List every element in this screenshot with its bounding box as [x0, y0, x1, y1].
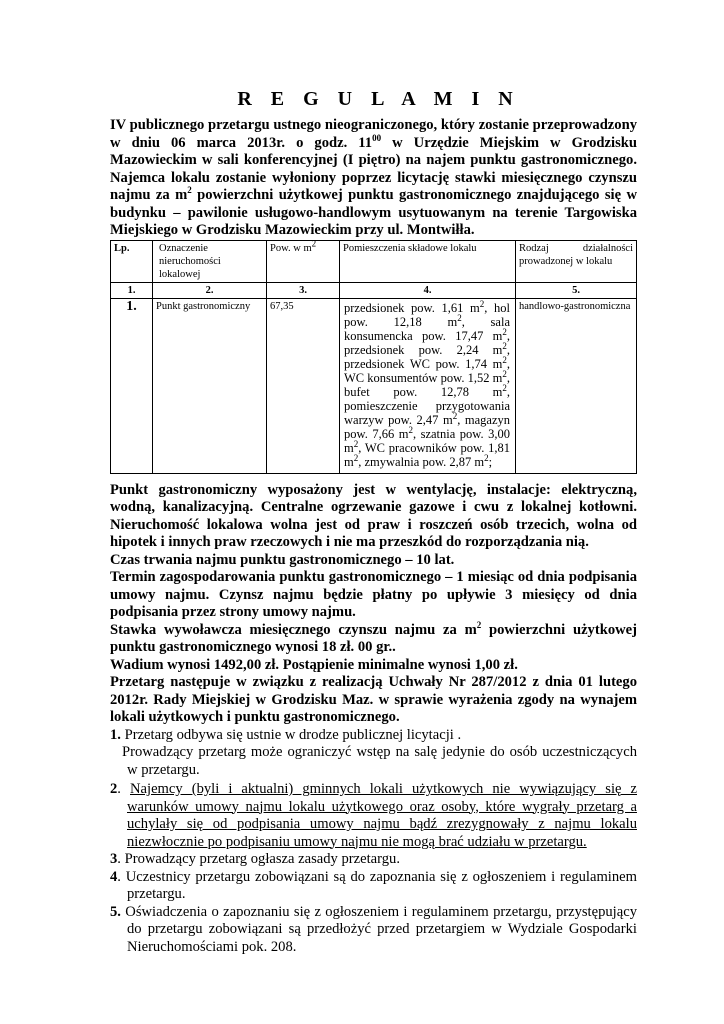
rooms-sup: 2: [502, 368, 507, 379]
rooms-sup: 2: [479, 298, 485, 309]
item-text: Oświadczenia o zapoznaniu się z ogłoszeniem i regulaminem przetargu, przystępujący do przetargu zobowiązani są przedłożyć przed przetargiem w Wydziale Gospodarki Nieruchomościami pok. 208.: [120, 903, 637, 955]
rooms-text: , szatnia pow. 3,00 m: [344, 426, 510, 455]
document-page: [110, 88, 637, 956]
list-item-3: [110, 851, 637, 869]
starting-rate-a: Stawka wywoławcza miesięcznego czynszu najmu za m: [110, 621, 477, 638]
row-name: Punkt gastronomiczny: [153, 298, 267, 473]
item-dot: .: [117, 781, 130, 797]
list-item-5: [110, 904, 637, 957]
intro-sup-a: 00: [372, 132, 382, 143]
rooms-sup: 2: [452, 410, 458, 421]
rooms-sup: 2: [502, 382, 507, 393]
header-area-text: Pow. w m: [270, 242, 312, 254]
rooms-text: , zmywalnia pow. 2,87 m: [358, 454, 485, 469]
item-text: . Uczestnicy przetargu zobowiązani są do zapoznania się z ogłoszeniem i regulaminem przetargu.: [117, 868, 637, 902]
header-designation: Oznaczenie nieruchomości lokalowej: [153, 240, 267, 282]
table-row: [111, 298, 637, 473]
rooms-text: , magazyn pow. 7,66 m: [344, 412, 510, 441]
number-cell: 4.: [340, 282, 516, 298]
rooms-text: , pomieszczenie przygotowania warzyw pow. 2,47 m: [344, 384, 510, 427]
item-number: 3: [110, 851, 118, 867]
header-area-sup: 2: [311, 238, 317, 248]
lease-duration: Czas trwania najmu punktu gastronomicznego – 10 lat.: [110, 551, 455, 568]
rooms-sup: 2: [502, 326, 507, 337]
rooms-text: , WC konsumentów pow. 1,52 m: [344, 356, 510, 385]
rooms-sup: 2: [353, 452, 359, 463]
rooms-sup: 2: [457, 312, 462, 323]
intro-paragraph: [110, 117, 637, 240]
number-cell: 2.: [153, 282, 267, 298]
item-text: . Prowadzący przetarg ogłasza zasady przetargu.: [117, 851, 400, 867]
item-text: Najemcy (byli i aktualni) gminnych lokali użytkowych nie wywiązujący się z warunków umowy najmu lokalu użytkowego oraz osoby, które wygrały przetarg a uchylały się od podpisania umowy najmu bądź zrezygnowały z najmu lokalu niezwłocznie po podpisaniu umowy najmu nie mogą brać udziału w przetargu.: [127, 781, 638, 850]
rooms-text: , hol pow. 12,18 m: [344, 300, 510, 329]
row-activity: handlowo-gastronomiczna: [516, 298, 637, 473]
rooms-text: , WC pracowników pow. 1,81 m: [344, 440, 510, 469]
row-rooms: [340, 298, 516, 473]
starting-rate: [110, 619, 638, 657]
row-area: 67,35: [267, 298, 340, 473]
item-number: 5.: [110, 903, 121, 920]
list-item-2: [110, 781, 637, 851]
intro-text-a: IV publicznego przetargu ustnego nieograniczonego, który zostanie przeprowadzony w dniu 06 marca 2013r. o godz. 11: [110, 117, 637, 151]
number-cell: 1.: [111, 282, 153, 298]
rooms-sup: 2: [484, 452, 489, 463]
resolution-paragraph: Przetarg następuje w związku z realizacją Uchwały Nr 287/2012 z dnia 01 lutego 2012r. Rady Miejskiej w Grodzisku Maz. w sprawie wyrażenia zgody na wynajem lokali użytkowych i punktu gastronomicznego.: [110, 674, 637, 725]
header-lp: Lp.: [111, 240, 153, 282]
number-cell: 3.: [267, 282, 340, 298]
table-number-row: [111, 282, 637, 298]
item-text: Przetarg odbywa się ustnie w drodze publicznej licytacji .: [120, 726, 462, 743]
rooms-sup: 2: [502, 354, 507, 365]
rooms-sup: 2: [353, 438, 359, 449]
equipment-paragraph: Punkt gastronomiczny wyposażony jest w wentylację, instalacje: elektryczną, wodną, kanalizacyjną. Centralne ogrzewanie gazowe i cwu z lokalnej kotłowni. Nieruchomość lokalowa wolna jest od praw i roszczeń osób trzecich, wolna od hipotek i innych praw rzeczowych i nie ma przeszkód do rozporządzania nią.: [110, 481, 637, 550]
rooms-text: przedsionek pow. 1,61 m: [344, 300, 480, 315]
intro-text-b: w Urzędzie Miejskim w Grodzisku Mazowieckim w sali konferencyjnej (I piętro) na najem punktu gastronomicznego. Najemca lokalu zostanie wyłoniony poprzez licytację stawki miesięcznego czynszu najmu za m: [110, 134, 637, 203]
row-lp: 1.: [111, 298, 153, 473]
intro-sup-b: 2: [187, 185, 192, 196]
intro-text-c: powierzchni użytkowej punktu gastronomicznego znajdującego się w budynku – pawilonie usługowo-handlowym usytuowanym na terenie Targowiska Miejskiego w Grodzisku Mazowieckim przy ul. Montwiłła.: [110, 187, 637, 238]
rooms-text: , bufet pow. 12,78 m: [344, 370, 510, 399]
page-title: R E G U L A M I N: [237, 88, 520, 110]
rooms-text: ;: [488, 454, 493, 469]
list-item-4: [110, 869, 637, 904]
starting-rate-sup: 2: [476, 619, 482, 630]
premises-table: [110, 240, 637, 474]
table-header-row: [111, 240, 637, 282]
rooms-text: , przedsionek WC pow. 1,74 m: [344, 342, 510, 371]
item-number: 2: [110, 781, 118, 797]
starting-rate-b: powierzchni użytkowej punktu gastronomicznego wynosi 18 zł. 00 gr..: [110, 621, 638, 655]
development-term: Termin zagospodarowania punktu gastronomicznego – 1 miesiąc od dnia podpisania umowy najmu. Czynsz najmu będzie płatny po upływie 3 miesięcy od dnia podpisania przez strony umowy najmu.: [110, 569, 637, 620]
rooms-text: , przedsionek pow. 2,24 m: [344, 328, 510, 357]
rooms-text: , sala konsumencka pow. 17,47 m: [344, 314, 510, 343]
item-number: 4: [110, 868, 118, 885]
header-area: [267, 240, 340, 282]
item-number: 1.: [110, 726, 121, 743]
list-item-1: [110, 727, 637, 745]
list-item-1b: Prowadzący przetarg może ograniczyć wstęp na salę jedynie do osób uczestniczących w przetargu.: [122, 744, 637, 778]
deposit: Wadium wynosi 1492,00 zł. Postąpienie minimalne wynosi 1,00 zł.: [110, 656, 518, 673]
rooms-sup: 2: [502, 340, 507, 351]
number-cell: 5.: [516, 282, 637, 298]
header-rooms: Pomieszczenia składowe lokalu: [340, 240, 516, 282]
rooms-sup: 2: [408, 424, 413, 435]
header-activity: Rodzaj działalności prowadzonej w lokalu: [516, 240, 637, 282]
